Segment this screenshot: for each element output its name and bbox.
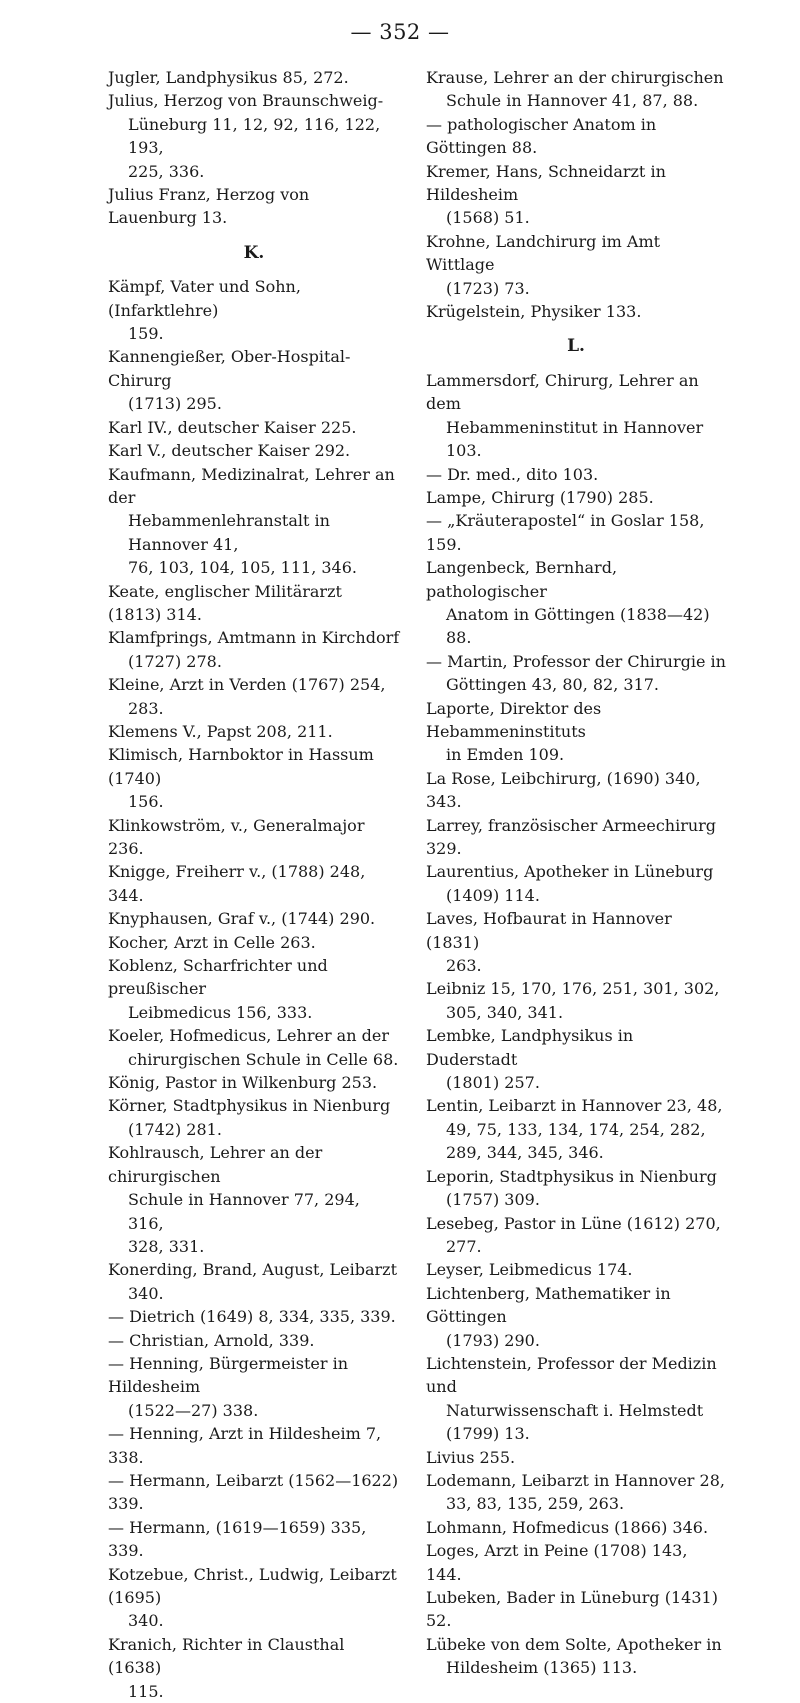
entry-line: — Martin, Professor der Chirurgie in [426, 651, 726, 671]
register-entry [108, 66, 400, 89]
register-entry [108, 1422, 400, 1469]
register-entry [426, 814, 726, 861]
entry-continuation-line: Schule in Hannover 41, 87, 88. [446, 91, 699, 111]
entry-line: Klimisch, Harnboktor in Hassum (1740) [108, 745, 374, 788]
entry-line: Leporin, Stadtphysikus in Nienburg [426, 1166, 717, 1186]
register-entry [426, 556, 726, 650]
entry-line: Karl V., deutscher Kaiser 292. [108, 441, 351, 461]
register-entry [426, 1352, 726, 1446]
entry-continuation-line: Leibmedicus 156, 333. [128, 1002, 313, 1022]
register-entry [426, 907, 726, 977]
entry-line: Lodemann, Leibarzt in Hannover 28, [426, 1470, 725, 1490]
register-entry [108, 1024, 400, 1071]
entry-line: Langenbeck, Bernhard, pathologischer [426, 558, 618, 601]
entry-continuation-line: (1742) 281. [128, 1119, 222, 1139]
register-entry [426, 509, 726, 556]
entry-line: Krause, Lehrer an der chirurgischen [426, 68, 724, 87]
register-entry [426, 697, 726, 767]
entry-line: — pathologischer Anatom in Göttingen 88. [426, 114, 657, 158]
entry-continuation-line: 328, 331. [128, 1236, 205, 1256]
register-entry [426, 1469, 726, 1516]
register-entry [426, 1165, 726, 1212]
entry-continuation-line: Hildesheim (1365) 113. [446, 1658, 638, 1678]
register-entry [108, 1258, 400, 1305]
register-entry [108, 907, 400, 930]
entry-line: Kannengießer, Ober-Hospital-Chirurg [108, 347, 351, 390]
entry-continuation-line: 340. [128, 1611, 164, 1631]
register-entry [426, 230, 726, 300]
entry-line: — „Kräuterapostel“ in Goslar 158, 159. [426, 511, 705, 554]
entries-j [108, 66, 400, 230]
register-entry [426, 1633, 726, 1680]
entry-continuation-line: (1793) 290. [446, 1330, 540, 1350]
entry-line: — Dietrich (1649) 8, 334, 335, 339. [108, 1307, 396, 1327]
entry-continuation-line: (1727) 278. [128, 651, 222, 671]
register-entry [426, 1516, 726, 1539]
register-entry [108, 439, 400, 462]
entry-continuation-line: 49, 75, 133, 134, 174, 254, 282, [446, 1119, 706, 1139]
register-entry [108, 720, 400, 743]
entry-line: Julius, Herzog von Braunschweig- [108, 91, 384, 111]
entry-line: Kohlrausch, Lehrer an der chirurgischen [108, 1143, 323, 1186]
entry-line: Kämpf, Vater und Sohn, (Infarktlehre) [108, 277, 301, 320]
entry-continuation-line: Naturwissenschaft i. Helmstedt (1799) 13. [446, 1400, 704, 1444]
register-entry [426, 1212, 726, 1259]
entry-line: — Henning, Bürgermeister in Hildesheim [108, 1353, 349, 1397]
register-entry [108, 463, 400, 580]
entry-continuation-line: (1713) 295. [128, 394, 222, 414]
register-entry [108, 183, 400, 230]
register-entry [108, 931, 400, 954]
register-entry [108, 1563, 400, 1633]
entry-continuation-line: 159. [128, 324, 164, 344]
entry-continuation-line: in Emden 109. [446, 745, 565, 765]
register-entry [426, 300, 726, 323]
register-entry [108, 1305, 400, 1328]
register-entry [426, 860, 726, 907]
register-entry [108, 673, 400, 720]
entry-continuation-line: (1522—27) 338. [128, 1400, 259, 1420]
entry-continuation-line: Lüneburg 11, 12, 92, 116, 122, 193, [128, 114, 381, 158]
register-entry [108, 743, 400, 813]
entry-line: Karl IV., deutscher Kaiser 225. [108, 417, 357, 437]
entry-line: Kleine, Arzt in Verden (1767) 254, [108, 675, 386, 695]
register-entry [108, 1633, 400, 1703]
entry-line: — Christian, Arnold, 339. [108, 1330, 315, 1350]
entry-line: Kaufmann, Medizinalrat, Lehrer an der [108, 464, 395, 507]
entry-continuation-line: 115. [128, 1681, 164, 1701]
section-letter-k: K. [243, 242, 265, 263]
register-entry [426, 1094, 726, 1164]
entry-continuation-line: Göttingen 43, 80, 82, 317. [446, 675, 660, 695]
entries-k-continued [426, 66, 726, 323]
entry-line: König, Pastor in Wilkenburg 253. [108, 1073, 378, 1093]
entry-line: Körner, Stadtphysikus in Nienburg [108, 1096, 391, 1116]
entry-line: Krohne, Landchirurg im Amt Wittlage [426, 231, 661, 275]
entry-line: Klamfprings, Amtmann in Kirchdorf [108, 628, 400, 648]
entry-line: — Henning, Arzt in Hildesheim 7, 338. [108, 1424, 382, 1467]
register-entry [108, 89, 400, 183]
entry-continuation-line: Hebammeninstitut in Hannover 103. [446, 417, 704, 461]
entry-line: Knyphausen, Graf v., (1744) 290. [108, 909, 376, 929]
register-entry [426, 160, 726, 230]
entry-continuation-line: chirurgischen Schule in Celle 68. [128, 1049, 399, 1069]
register-entry [108, 416, 400, 439]
entry-line: Klinkowström, v., Generalmajor 236. [108, 815, 365, 858]
entry-line: Konerding, Brand, August, Leibarzt [108, 1260, 398, 1280]
register-entry [108, 1516, 400, 1563]
entry-line: Leibniz 15, 170, 176, 251, 301, 302, [426, 979, 720, 999]
entry-line: Lohmann, Hofmedicus (1866) 346. [426, 1517, 709, 1537]
entry-continuation-line: 76, 103, 104, 105, 111, 346. [128, 558, 357, 578]
entry-line: Keate, englischer Militärarzt (1813) 314. [108, 581, 342, 624]
register-entry [108, 1094, 400, 1141]
register-entry [426, 113, 726, 160]
register-entry [108, 814, 400, 861]
entry-line: Lampe, Chirurg (1790) 285. [426, 487, 654, 507]
entry-line: Larrey, französischer Armeechirurg 329. [426, 815, 717, 858]
page-number: — 352 — [350, 20, 450, 44]
register-entry [108, 860, 400, 907]
entry-continuation-line: (1409) 114. [446, 885, 540, 905]
entry-line: Knigge, Freiherr v., (1788) 248, 344. [108, 862, 366, 905]
entries-k [108, 275, 400, 1703]
entry-line: Kocher, Arzt in Celle 263. [108, 932, 316, 952]
register-entry [426, 977, 726, 1024]
entry-continuation-line: 156. [128, 792, 164, 812]
register-entry [426, 463, 726, 486]
entry-continuation-line: 33, 83, 135, 259, 263. [446, 1494, 625, 1514]
entry-line: Julius Franz, Herzog von Lauenburg 13. [108, 185, 310, 228]
entry-line: Laurentius, Apotheker in Lüneburg [426, 862, 714, 882]
register-entry [426, 1539, 726, 1586]
entry-line: Lichtenberg, Mathematiker in Göttingen [426, 1283, 671, 1327]
entry-continuation-line: 283. [128, 698, 164, 718]
entry-line: Koblenz, Scharfrichter und preußischer [108, 956, 328, 999]
entries-l [426, 369, 726, 1680]
right-column [426, 66, 726, 1680]
entry-continuation-line: 263. [446, 956, 482, 976]
register-entry [108, 1329, 400, 1352]
entry-continuation-line: 340. [128, 1283, 164, 1303]
left-column [108, 66, 400, 1703]
entry-line: — Dr. med., dito 103. [426, 464, 599, 484]
entry-line: Laporte, Direktor des Hebammeninstituts [426, 698, 602, 741]
register-entry [108, 1141, 400, 1258]
register-entry [108, 954, 400, 1024]
entry-line: Lesebeg, Pastor in Lüne (1612) 270, [426, 1213, 721, 1233]
entry-line: Leyser, Leibmedicus 174. [426, 1260, 633, 1280]
entry-line: Kotzebue, Christ., Ludwig, Leibarzt (1695) [108, 1564, 397, 1607]
entry-continuation-line: Hebammenlehranstalt in Hannover 41, [128, 511, 330, 554]
register-entry [426, 1024, 726, 1094]
entry-line: Lübeke von dem Solte, Apotheker in [426, 1634, 722, 1654]
entry-continuation-line: 305, 340, 341. [446, 1002, 564, 1022]
entry-continuation-line: (1723) 73. [446, 278, 530, 298]
register-entry [426, 486, 726, 509]
entry-line: Lammersdorf, Chirurg, Lehrer an dem [426, 370, 699, 414]
entry-line: Klemens V., Papst 208, 211. [108, 721, 333, 741]
register-entry [108, 1469, 400, 1516]
entry-line: Koeler, Hofmedicus, Lehrer an der [108, 1026, 389, 1046]
entry-continuation-line: 289, 344, 345, 346. [446, 1143, 604, 1163]
entry-line: Loges, Arzt in Peine (1708) 143, 144. [426, 1541, 688, 1584]
register-entry [426, 1282, 726, 1352]
register-entry [426, 767, 726, 814]
register-entry [108, 1071, 400, 1094]
entry-line: Livius 255. [426, 1447, 516, 1467]
register-entry [426, 1586, 726, 1633]
section-letter-l: L. [567, 336, 585, 357]
entry-line: Lichtenstein, Professor der Medizin und [426, 1353, 717, 1397]
register-entry [108, 1352, 400, 1422]
entry-line: Lubeken, Bader in Lüneburg (1431) 52. [426, 1588, 718, 1631]
entry-line: Laves, Hofbaurat in Hannover (1831) [426, 909, 672, 952]
entry-continuation-line: 277. [446, 1236, 482, 1256]
entry-continuation-line: (1568) 51. [446, 208, 530, 228]
entry-continuation-line: (1801) 257. [446, 1073, 540, 1093]
entry-line: Kremer, Hans, Schneidarzt in Hildesheim [426, 161, 666, 205]
entry-line: Krügelstein, Physiker 133. [426, 302, 642, 322]
entry-line: — Hermann, (1619—1659) 335, 339. [108, 1517, 367, 1561]
entry-line: La Rose, Leibchirurg, (1690) 340, 343. [426, 768, 701, 812]
register-entry [426, 369, 726, 463]
entry-continuation-line: (1757) 309. [446, 1190, 540, 1210]
entry-line: — Hermann, Leibarzt (1562—1622) 339. [108, 1470, 399, 1514]
register-entry [426, 1446, 726, 1469]
register-entry [108, 345, 400, 415]
register-entry [108, 580, 400, 627]
register-entry [426, 66, 726, 113]
register-entry [426, 650, 726, 697]
entry-line: Lembke, Landphysikus in Duderstadt [426, 1026, 634, 1069]
entry-continuation-line: Schule in Hannover 77, 294, 316, [128, 1190, 360, 1233]
register-entry [108, 626, 400, 673]
entry-continuation-line: 225, 336. [128, 161, 205, 181]
entry-line: Kranich, Richter in Clausthal (1638) [108, 1634, 345, 1678]
entry-line: Lentin, Leibarzt in Hannover 23, 48, [426, 1096, 723, 1116]
entry-line: Jugler, Landphysikus 85, 272. [108, 68, 349, 87]
register-entry [426, 1258, 726, 1281]
entry-continuation-line: Anatom in Göttingen (1838—42) 88. [446, 604, 710, 648]
register-entry [108, 275, 400, 345]
